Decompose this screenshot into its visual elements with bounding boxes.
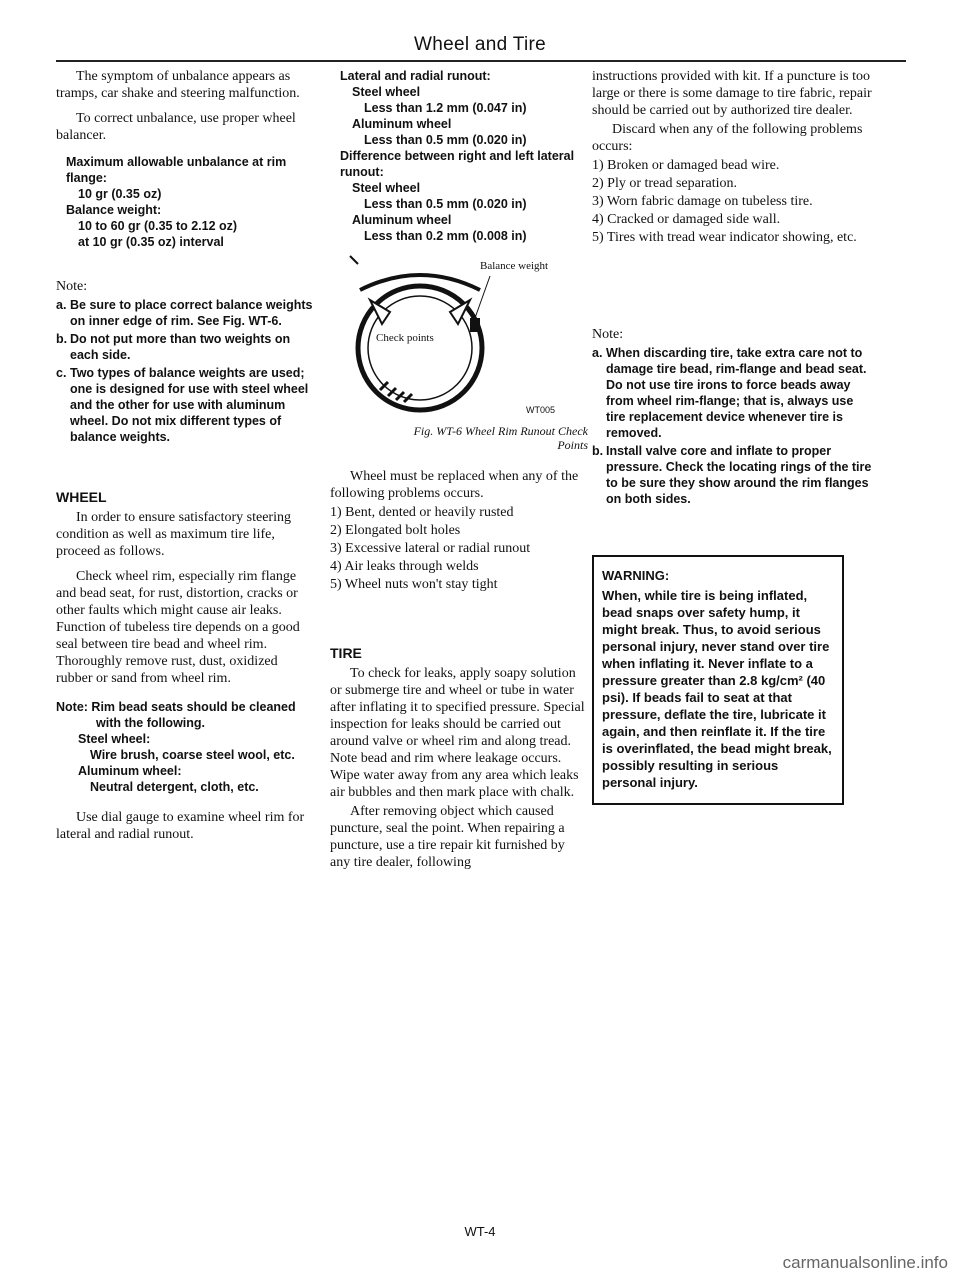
page-number: WT-4 xyxy=(464,1224,496,1239)
intro-paragraph-1: The symptom of unbalance appears as tramps, car shake and steering malfunction. xyxy=(56,69,300,101)
runout-steel-label: Steel wheel xyxy=(352,85,421,99)
note-item-label: a. xyxy=(56,298,67,312)
lateral-diff-label: Difference between right and left lateral runout: xyxy=(340,149,575,179)
note-item-label: c. xyxy=(56,366,67,380)
note-item xyxy=(592,443,874,507)
fig-check-points-label: Check points xyxy=(376,332,434,344)
tire-paragraph-1: To check for leaks, apply soapy solution or submerge tire and wheel or tube in water after inflating it to specified pressure. Special inspection for leaks should be carried out around valve or wheel rim and along tread. Note bead and rim where leakage occurs. Wipe water away from any area which leaks air bubbles and then mark place with chalk. xyxy=(330,666,585,800)
lateral-diff-aluminum-value: Less than 0.2 mm (0.008 in) xyxy=(364,229,527,243)
steel-wheel-cleaning: Wire brush, coarse steel wool, etc. xyxy=(90,748,295,762)
spec-max-unbalance-value: 10 gr (0.35 oz) xyxy=(78,187,162,201)
note-item xyxy=(56,365,314,445)
column-right xyxy=(592,68,874,805)
runout-steel-value: Less than 1.2 mm (0.047 in) xyxy=(364,101,527,115)
list-item: 4) Cracked or damaged side wall. xyxy=(592,212,781,227)
note-item-label: b. xyxy=(56,332,68,346)
wheel-paragraph-2: Check wheel rim, especially rim flange and bead seat, for rust, distortion, cracks or other faults which might cause air leaks. Function of tubeless tire depends on a good seal between tire bead and wheel rim. Thoroughly remove rust, dust, oxidized rubber or sand from wheel rim. xyxy=(56,569,300,686)
continued-paragraph: instructions provided with kit. If a puncture is too large or there is some damage to tire fabric, repair should be carried out by authorized tire dealer. xyxy=(592,69,872,118)
column-left xyxy=(56,68,314,851)
watermark: carmanualsonline.info xyxy=(782,1253,948,1272)
runout-aluminum-label: Aluminum wheel xyxy=(352,117,452,131)
column-middle xyxy=(330,68,588,879)
intro-paragraph-2: To correct unbalance, use proper wheel balancer. xyxy=(56,111,296,143)
header-rule xyxy=(56,60,906,62)
aluminum-wheel-label: Aluminum wheel: xyxy=(78,764,182,778)
list-item: 3) Worn fabric damage on tubeless tire. xyxy=(592,194,813,209)
steel-wheel-label: Steel wheel: xyxy=(78,732,151,746)
note-item-text: Install valve core and inflate to proper pressure. Check the locating rings of the tire to be sure they show around the rim flanges on both sides. xyxy=(606,444,872,506)
warning-text: When, while tire is being inflated, bead snaps over safety hump, it might break. Thus, to avoid serious personal injury, never stand over tire when inflating it. Never inflate to a pressure greater than 2.8 kg/cm² (40 psi). If beads fail to seat at that pressure, deflate the tire, lubricate it again, and then reinflate it. If the tire is overinflated, the bead might break, possibly resulting in serious personal injury. xyxy=(602,588,832,790)
replace-intro: Wheel must be replaced when any of the following problems occurs. xyxy=(330,469,579,501)
tire-paragraph-2: After removing object which caused puncture, seal the point. When repairing a puncture, use a tire repair kit furnished by any tire dealer, following xyxy=(330,804,565,870)
fig-code: WT005 xyxy=(526,405,556,415)
note-item-text: Do not put more than two weights on each side. xyxy=(70,332,291,362)
note-item-label: b. xyxy=(592,444,604,458)
list-item: 5) Wheel nuts won't stay tight xyxy=(330,577,498,592)
spec-max-unbalance-label: Maximum allowable unbalance at rim flange: xyxy=(66,155,287,185)
wheel-rim-diagram xyxy=(330,250,570,420)
rim-note: Note: Rim bead seats should be cleaned with the following. xyxy=(56,700,296,730)
note-item xyxy=(592,345,874,441)
page-title: Wheel and Tire xyxy=(414,34,546,55)
warning-box xyxy=(592,555,844,805)
note-item-text: Two types of balance weights are used; one is designed for use with steel wheel and the other for use with aluminum wheel. Do not mix different types of balance weights. xyxy=(70,366,309,444)
list-item: 2) Ply or tread separation. xyxy=(592,176,738,191)
list-item: 5) Tires with tread wear indicator showing, etc. xyxy=(592,230,857,245)
fig-balance-weight-label: Balance weight xyxy=(480,260,549,272)
list-item: 2) Elongated bolt holes xyxy=(330,523,461,538)
balance-weight-leader xyxy=(475,276,490,318)
note-item xyxy=(56,297,314,329)
wheel-heading: WHEEL xyxy=(56,489,107,505)
runout-aluminum-value: Less than 0.5 mm (0.020 in) xyxy=(364,133,527,147)
list-item: 1) Bent, dented or heavily rusted xyxy=(330,505,514,520)
note-item-text: Be sure to place correct balance weights on inner edge of rim. See Fig. WT-6. xyxy=(70,298,313,328)
list-item: 1) Broken or damaged bead wire. xyxy=(592,158,780,173)
figure-caption: Fig. WT-6 Wheel Rim Runout Check Points xyxy=(413,424,588,452)
spec-balance-weight-interval: at 10 gr (0.35 oz) interval xyxy=(78,235,224,249)
balance-weight-mark xyxy=(470,318,480,332)
spec-balance-weight-label: Balance weight: xyxy=(66,203,162,217)
warning-title: WARNING: xyxy=(602,568,670,583)
wheel-rim-figure xyxy=(330,250,570,420)
lateral-diff-steel-value: Less than 0.5 mm (0.020 in) xyxy=(364,197,527,211)
lateral-diff-steel-label: Steel wheel xyxy=(352,181,421,195)
aluminum-wheel-cleaning: Neutral detergent, cloth, etc. xyxy=(90,780,259,794)
dial-gauge-paragraph: Use dial gauge to examine wheel rim for lateral and radial runout. xyxy=(56,810,305,842)
note-label: Note: xyxy=(56,279,88,294)
lateral-diff-aluminum-label: Aluminum wheel xyxy=(352,213,452,227)
note-item-text: When discarding tire, take extra care not to damage tire bead, rim-flange and bead seat. Do not use tire irons to force beads away from wheel rim-flange; that is, always use tire replacement device whenever tire is removed. xyxy=(606,346,867,440)
wheel-paragraph-1: In order to ensure satisfactory steering condition as well as maximum tire life, proceed as follows. xyxy=(56,510,291,559)
list-item: 4) Air leaks through welds xyxy=(330,559,479,574)
discard-intro: Discard when any of the following problems occurs: xyxy=(592,122,863,154)
spec-balance-weight-value: 10 to 60 gr (0.35 to 2.12 oz) xyxy=(78,219,238,233)
note-label: Note: xyxy=(592,327,624,342)
runout-label: Lateral and radial runout: xyxy=(340,69,491,83)
tire-heading: TIRE xyxy=(330,645,362,661)
note-item xyxy=(56,331,314,363)
list-item: 3) Excessive lateral or radial runout xyxy=(330,541,531,556)
note-item-label: a. xyxy=(592,346,603,360)
rim-corner-mark xyxy=(350,256,358,264)
